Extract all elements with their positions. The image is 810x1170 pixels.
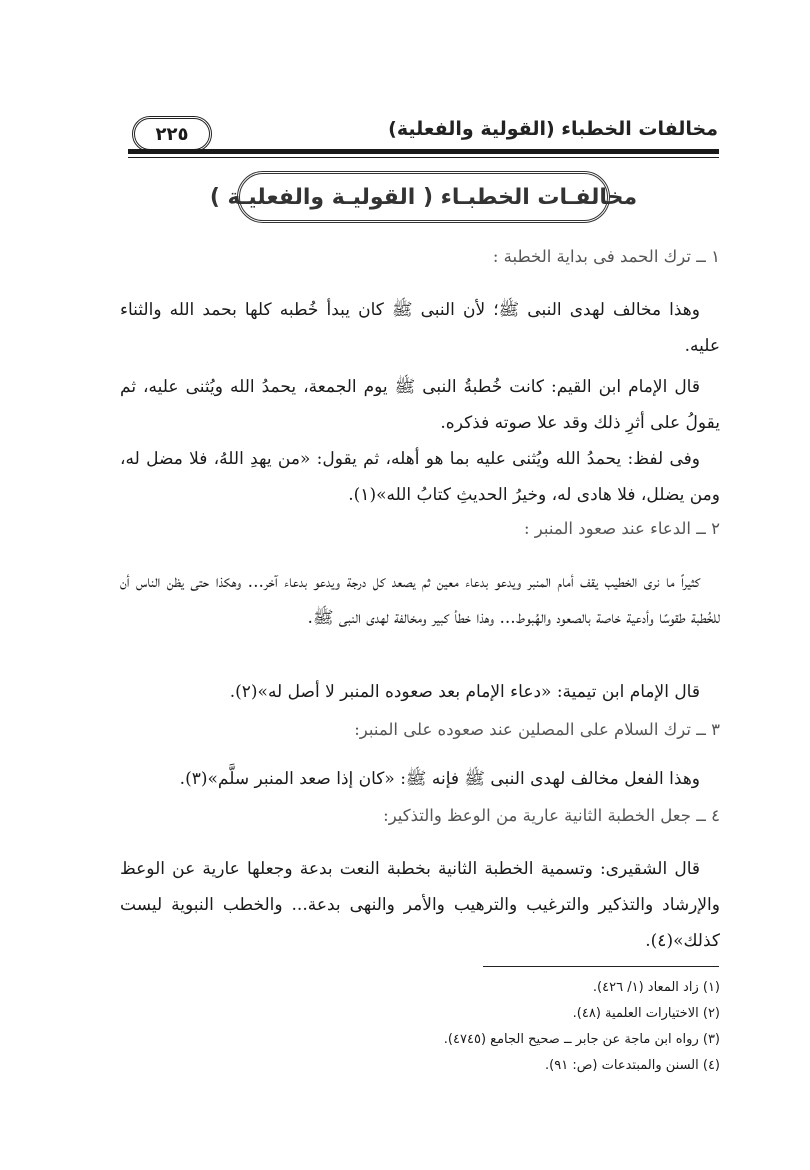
chapter-title-frame [209,171,638,223]
section-1-paragraph-1: وهذا مخالف لهدى النبى ﷺ؛ لأن النبى ﷺ كان يبدأ خُطبه كلها بحمد الله والثناء عليه. [120,300,720,356]
footnote-3: (٣) رواه ابن ماجة عن جابر ــ صحيح الجامع (٤٧٤٥). [443,1032,720,1047]
section-4-paragraph-1: قال الشقيرى: وتسمية الخطبة الثانية بخطبة النعت بدعة وجعلها عارية عن الوعظ والإرشاد والتذكير والترغيب والترهيب والأمر والنهى بدعة... والخطب النبوية ليست كذلك»(٤). [120,859,720,951]
header-rule-thin [128,157,719,158]
page-number-badge [132,116,212,152]
section-3-heading: ٣ ــ ترك السلام على المصلين عند صعوده على المنبر: [354,720,720,739]
header-rule-thick [128,149,719,154]
footnote-rule [483,966,719,967]
section-1-heading: ١ ــ ترك الحمد فى بداية الخطبة : [492,247,720,266]
running-title: مخالفات الخطباء (القولية والفعلية) [388,118,718,140]
footnote-2: (٢) الاختيارات العلمية (٤٨). [572,1006,720,1021]
chapter-title: مخالفـات الخطبـاء ( القوليـة والفعليـة ) [209,184,638,210]
footnote-1: (١) زاد المعاد (١/ ٤٢٦). [592,980,720,995]
running-header [118,112,718,152]
section-2-heading: ٢ ــ الدعاء عند صعود المنبر : [523,519,720,538]
section-1-paragraph-2: قال الإمام ابن القيم: كانت خُطبةُ النبى ﷺ يوم الجمعة، يحمدُ الله ويُثنى عليه، ثم يقولُ على أثرِ ذلك وقد علا صوته فذكره. [120,377,720,433]
section-2-paragraph-2: قال الإمام ابن تيمية: «دعاء الإمام بعد صعوده المنبر لا أصل له»(٢). [229,682,700,702]
section-2-paragraph-1: كثيراً ما نرى الخطيب يقف أمام المنبر ويدعو بدعاء معين ثم يصعد كل درجة ويدعو بدعاء آخر... وهكذا حتى يظن الناس أن للخُطبة طقوسًا وأدعية خاصة بالصعود والهُبوط... وهذا خطأ كبير ومخالفة لهدى النبى ﷺ. [120,572,720,628]
footnote-4: (٤) السنن والمبتدعات (ص: ٩١). [545,1058,720,1073]
section-1-paragraph-3: وفى لفظ: يحمدُ الله ويُثنى عليه بما هو أهله، ثم يقول: «من يهدِ اللهُ، فلا مضل له، ومن يضلل، فلا هادى له، وخيرُ الحديثِ كتابُ الله»(١). [120,449,720,505]
section-4-heading: ٤ ــ جعل الخطبة الثانية عارية من الوعظ والتذكير: [383,806,720,825]
section-3-paragraph-1: وهذا الفعل مخالف لهدى النبى ﷺ فإنه ﷺ: «كان إذا صعد المنبر سلَّم»(٣). [179,769,700,789]
page-number: ٢٢٥ [155,123,189,145]
